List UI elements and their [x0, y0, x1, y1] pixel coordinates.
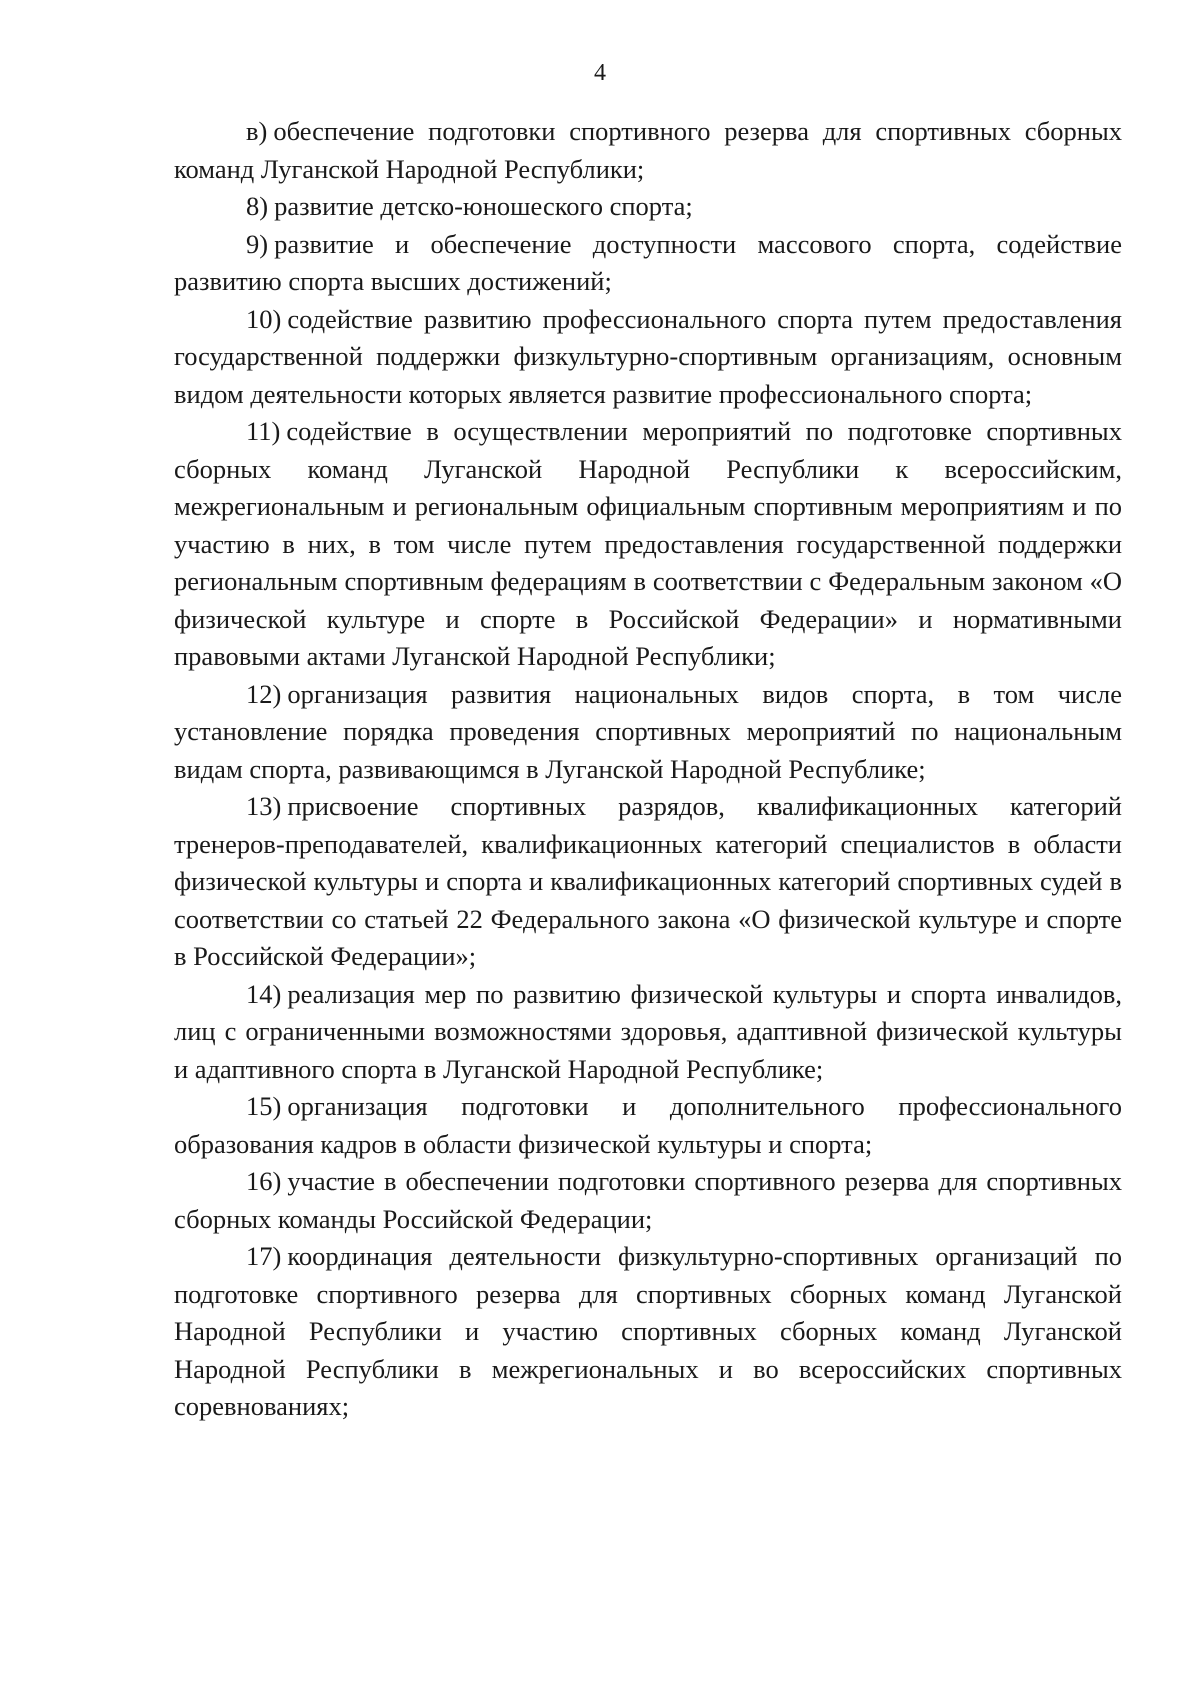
item-number: 17): [246, 1241, 282, 1271]
item-text: участие в обеспечении подготовки спортивного резерва для спортивных сборных команды Российской Федерации;: [174, 1166, 1122, 1234]
item-number: 12): [246, 678, 282, 709]
list-item: [174, 788, 1122, 976]
item-number: 8): [246, 191, 269, 221]
list-item: [174, 226, 1122, 301]
list-item: [174, 301, 1122, 414]
list-item: [174, 1238, 1122, 1426]
item-text: реализация мер по развитию физической культуры и спорта инвалидов, лиц с ограниченными возможностями здоровья, адаптивной физической культуры и адаптивного спорта в Луганской Народной Республике;: [174, 978, 1122, 1084]
item-text: обеспечение подготовки спортивного резерва для спортивных сборных команд Луганской Народной Республики;: [174, 116, 1122, 184]
item-text: присвоение спортивных разрядов, квалификационных категорий тренеров-преподавателей, квалификационных категорий специалистов в области физической культуры и спорта и квалификационных категорий спортивных судей в соответствии со статьей 22 Федерального закона «О физической культуре и спорте в Российской Федерации»;: [174, 791, 1122, 971]
list-item: [174, 976, 1122, 1089]
item-number: 11): [246, 416, 281, 446]
item-number: 10): [246, 303, 282, 334]
item-text: содействие в осуществлении мероприятий по подготовке спортивных сборных команд Луганской Народной Республики к всероссийским, межрегиональным и региональным официальным спортивным мероприятиям и по участию в них, в том числе путем предоставления государственной поддержки региональным спортивным федерациям в соответствии с Федеральным законом «О физической культуре и спорте в Российской Федерации» и нормативными правовыми актами Луганской Народной Республики;: [174, 416, 1122, 671]
item-number: 9): [246, 228, 269, 259]
item-text: координация деятельности физкультурно-спортивных организаций по подготовке спортивного резерва для спортивных сборных команд Луганской Народной Республики и участию спортивных сборных команд Луганской Народной Республики в межрегиональных и во всероссийских спортивных соревнованиях;: [174, 1241, 1122, 1421]
list-item: [174, 113, 1122, 188]
item-number: 16): [246, 1166, 282, 1196]
list-item: [174, 1163, 1122, 1238]
document-body: [174, 113, 1122, 1426]
page-number: 4: [594, 60, 606, 86]
item-text: организация развития национальных видов спорта, в том числе установление порядка проведения спортивных мероприятий по национальным видам спорта, развивающимся в Луганской Народной Республике;: [174, 678, 1122, 784]
item-number: 14): [246, 978, 282, 1009]
list-item: [174, 413, 1122, 676]
item-number: в): [246, 116, 268, 146]
list-item: [174, 188, 1122, 226]
item-number: 15): [246, 1091, 282, 1121]
item-number: 13): [246, 791, 282, 821]
item-text: организация подготовки и дополнительного профессионального образования кадров в области физической культуры и спорта;: [174, 1091, 1122, 1159]
item-text: развитие и обеспечение доступности массового спорта, содействие развитию спорта высших достижений;: [174, 228, 1122, 296]
list-item: [174, 1088, 1122, 1163]
item-text: развитие детско-юношеского спорта;: [274, 191, 693, 221]
item-text: содействие развитию профессионального спорта путем предоставления государственной поддержки физкультурно-спортивным организациям, основным видом деятельности которых является развитие профессионального спорта;: [174, 303, 1122, 409]
list-item: [174, 676, 1122, 789]
